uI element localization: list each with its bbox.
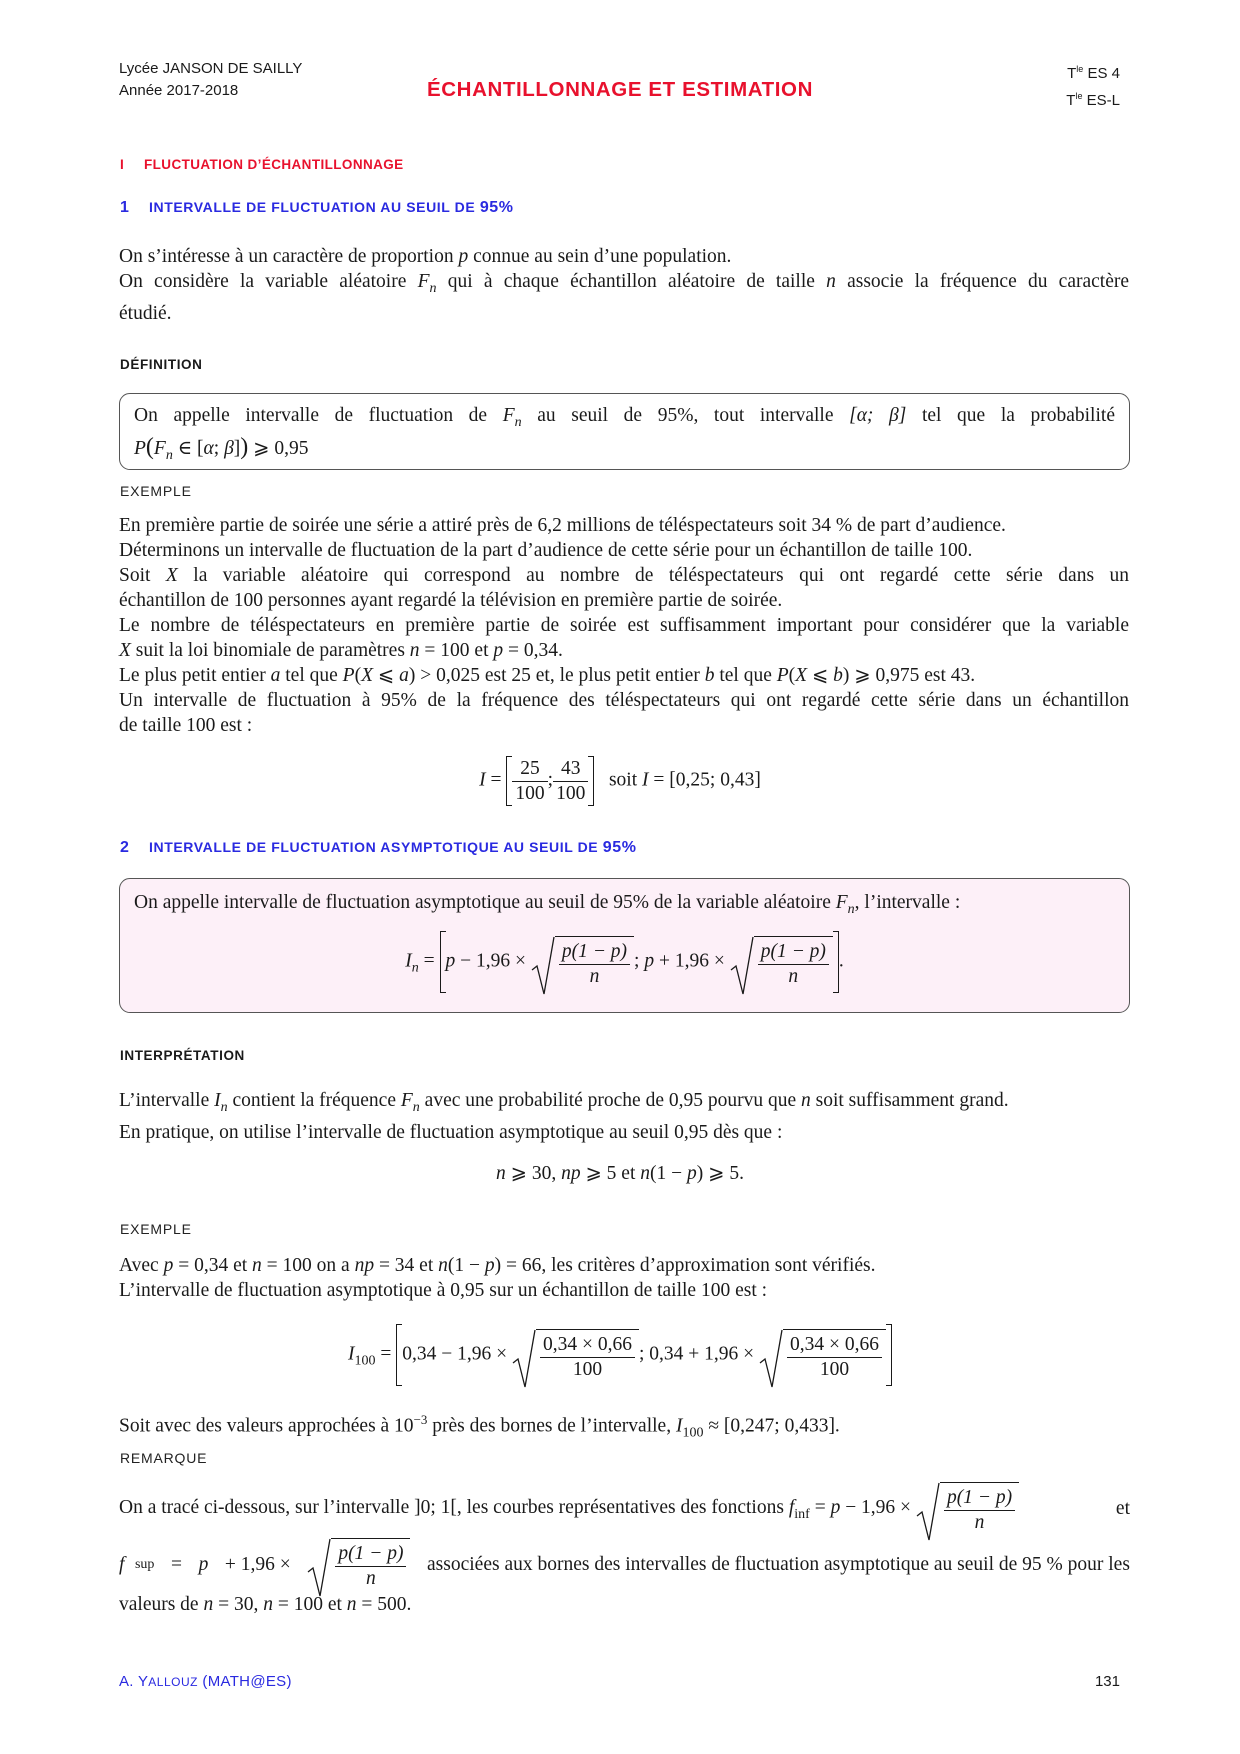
class-label-2: $T^{le}$ ES-L [1066, 91, 1120, 109]
page-number: 131 [1094, 1673, 1120, 1690]
section-heading-1: 1 INTERVALLE DE FLUCTUATION AU SEUIL DE 95% [120, 199, 514, 216]
remark-line-2: f sup = p + 1,96 × $\frac{p(1 - p)}{n}$ associées aux bornes des intervalles de fluctuation asymptotique au seuil de 95 % pour les [119, 1534, 1130, 1594]
section-title: INTERVALLE DE FLUCTUATION ASYMPTOTIQUE AU SEUIL DE [149, 839, 603, 855]
section-heading-2: 2 INTERVALLE DE FLUCTUATION ASYMPTOTIQUE AU SEUIL DE 95% [120, 839, 637, 856]
page-title: ÉCHANTILLONNAGE ET ESTIMATION [426, 78, 813, 101]
remark-line-1: On a tracé ci-dessous, sur l’intervalle ]0; 1[, les courbes représentatives des fonctions $f_{inf} = p - 1,96$ × $\frac{p(1 - p)}{n}$ et [119, 1478, 1130, 1538]
footer-author: A. YALLOUZ (MATH@ES) [119, 1673, 292, 1690]
formula-conditions: n ⩾ 30, np ⩾ 5 et n(1 − p) ⩾ 5. [496, 1163, 744, 1184]
part-number: I [120, 157, 125, 172]
formula-asymptotic-interval: $I_n = p - 1,96$ × $\frac{p(1 - p)}{n}$ ; p + 1,96 × $\frac{p(1 - p)}{n}$ . [120, 931, 1129, 993]
formula-interval-1: I = $\frac{25}{100}$ ; $\frac{43}{100}$ soit I = [0,25; 0,43] [0, 756, 1240, 806]
example-paragraph-1: En première partie de soirée une série a attiré près de 6,2 millions de téléspectateurs soit 34 % de part d’audience. Déterminons un intervalle de fluctuation de la part d’audience de cette série pour un échantillon de taille 100. Soit X la variable aléatoire qui correspond au nombre de téléspectateurs qui ont regardé cette série dans un échantillon de 100 personnes ayant regardé la télévision en première partie de soirée. Le nombre de téléspectateurs en première partie de soirée est suffisamment important pour considérer que la variable X suit la loi binomiale de paramètres n = 100 et p = 0,34. Le plus petit entier a tel que P(X ⩽ a) > 0,025 est 25 et, le plus petit entier b tel que P(X ⩽ b) ⩾ 0,975 est 43. Un intervalle de fluctuation à 95% de la fréquence des téléspectateurs qui ont regardé cette série dans un échantillon de taille 100 est : [119, 515, 1129, 736]
example-label-2: EXEMPLE [120, 1221, 192, 1237]
remark-line-3: valeurs de n = 30, n = 100 et n = 500. [119, 1594, 412, 1615]
interpretation-label: INTERPRÉTATION [120, 1048, 245, 1063]
example-paragraph-2: Avec p = 0,34 et n = 100 on a np = 34 et n(1 − p) = 66, les critères d’approximation sont vérifiés. L’intervalle de fluctuation asymptotique à 0,95 sur un échantillon de taille 100 est : [119, 1255, 876, 1301]
part-title: FLUCTUATION D’ÉCHANTILLONNAGE [144, 157, 404, 172]
section-number: 2 [120, 839, 130, 856]
definition-text: On appelle intervalle de fluctuation de $F_n$ au seuil de 95%, tout intervalle [α; β] tel que la probabilité $P(F_n$ ∈ [α; β]) ⩾ 0,95 [134, 405, 1115, 463]
asymptotic-definition-text: On appelle intervalle de fluctuation asymptotique au seuil de 95% de la variable aléatoire $F_n$, l’intervalle : [134, 892, 961, 917]
part-heading [120, 157, 404, 172]
remark-label: REMARQUE [120, 1450, 208, 1466]
intro-paragraph: On s’intéresse à un caractère de proportion p connue au sein d’une population. On considère la variable aléatoire $F_n$ qui à chaque échantillon aléatoire de taille n associe la fréquence du caractère étudié. [119, 246, 1130, 324]
remark-paragraph [119, 1478, 1130, 1617]
formula-interval-100: $I_{100} = 0,34 - 1,96$ × $\frac{0,34 \times 0,66}{100}$ ; 0,34 + 1,96 × $\frac{0,34 \times 0,66}{100}$ [0, 1324, 1240, 1386]
asymptotic-definition-box [119, 878, 1130, 1013]
example-label-1: EXEMPLE [120, 483, 192, 499]
class-label-1: $T^{le}$ ES 4 [1067, 64, 1120, 82]
definition-label: DÉFINITION [120, 357, 203, 372]
school-year: Année 2017-2018 [119, 82, 239, 99]
school-name: Lycée JANSON DE SAILLY [119, 60, 303, 77]
header-right [1066, 58, 1120, 112]
section-number: 1 [120, 199, 130, 216]
interpretation-paragraph: L’intervalle $I_n$ contient la fréquence $F_n$ avec une probabilité proche de 0,95 pourvu que n soit suffisamment grand. En pratique, on utilise l’intervalle de fluctuation asymptotique au seuil 0,95 dès que : [119, 1090, 1009, 1143]
section-title: INTERVALLE DE FLUCTUATION AU SEUIL DE [149, 199, 480, 215]
example-2-result: Soit avec des valeurs approchées à $10^{-3}$ près des bornes de l’intervalle, $I_{100} \approx [0,247$; 0,433]. [119, 1412, 840, 1441]
definition-box [119, 393, 1130, 470]
